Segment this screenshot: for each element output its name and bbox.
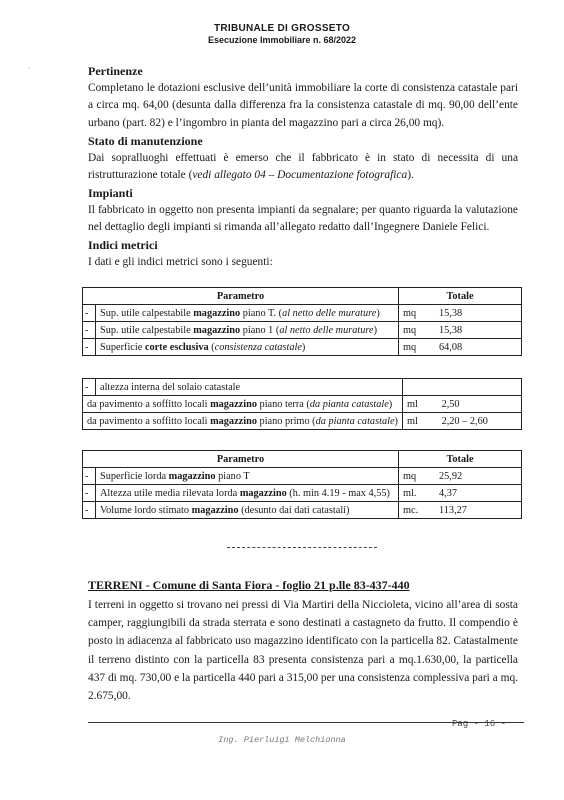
- text-pertinenze: Completano le dotazioni esclusive dell’unità immobiliare la corte di consistenza catastale pari a circa mq. 64,00 (desunta dalla differenza fra la consistenza catastale di mq. 90,00 dell’ente urbano (part. 82) e l’ingombro in pianta del magazzino pari a circa 26,00 mq).: [88, 82, 518, 129]
- row-label-pre: Sup. utile calpestabile: [100, 324, 194, 336]
- row-dash: -: [83, 305, 96, 322]
- row-label-pre: da pavimento a soffitto locali: [87, 415, 211, 427]
- heading-stato: Stato di manutenzione: [88, 134, 203, 148]
- row-unit: mq: [399, 468, 436, 485]
- row-unit: ml: [402, 413, 437, 430]
- table-header-totale: Totale: [399, 288, 522, 305]
- row-label-bold: magazzino: [193, 307, 241, 319]
- row-value: 2,50: [438, 396, 522, 413]
- row-label: [96, 485, 399, 502]
- text-stato-em: vedi allegato 04 – Documentazione fotografica: [192, 169, 408, 182]
- table-row: [83, 322, 522, 339]
- text-impianti: Il fabbricato in oggetto non presenta impianti da segnalare; per quanto riguarda la valutazione nel dettaglio degli impianti si rimanda all’allegato redatto dall’Ingegnere Daniele Felici.: [88, 204, 518, 234]
- table-row: [83, 413, 522, 430]
- row-value: 113,27: [435, 502, 522, 519]
- row-label-post: piano 1 (: [240, 324, 280, 336]
- row-label-bold: magazzino: [193, 324, 241, 336]
- row-label-post: piano terra (: [256, 398, 310, 410]
- table-header-parametro: Parametro: [83, 451, 399, 468]
- row-label-post: (h. min 4.19 - max 4,55): [286, 487, 390, 499]
- case-subtitle: Esecuzione Immobiliare n. 68/2022: [207, 35, 357, 45]
- row-label-pre: da pavimento a soffitto locali: [87, 398, 211, 410]
- row-unit: ml.: [399, 485, 436, 502]
- row-dash: -: [83, 339, 96, 356]
- table-row: [83, 305, 522, 322]
- row-unit: mq: [399, 339, 436, 356]
- row-dash: -: [83, 322, 96, 339]
- table-row: [83, 468, 522, 485]
- page-header: [0, 23, 564, 45]
- row-label: [83, 413, 403, 430]
- row-label-em: da pianta catastale: [309, 398, 389, 410]
- terreni-title-label: TERRENI: [88, 578, 143, 592]
- section-stato: [88, 133, 518, 185]
- section-pertinenze: [88, 63, 518, 132]
- table-body: [83, 396, 522, 430]
- table-header-row: [83, 451, 522, 468]
- table-body: [83, 468, 522, 519]
- empty-cell: [402, 379, 521, 396]
- row-value: 2,20 – 2,60: [438, 413, 522, 430]
- row-label-em: al netto delle murature: [279, 324, 374, 336]
- row-value: 15,38: [435, 322, 522, 339]
- text-indici: I dati e gli indici metrici sono i seguenti:: [88, 256, 273, 268]
- row-unit: mc.: [399, 502, 436, 519]
- row-label: [96, 322, 399, 339]
- row-label-post: (: [208, 341, 215, 353]
- row-dash: -: [83, 379, 96, 396]
- table-body: [83, 305, 522, 356]
- row-label-end: ): [388, 398, 393, 410]
- row-label-bold: magazzino: [168, 470, 216, 482]
- table-header-parametro: Parametro: [83, 288, 399, 305]
- row-dash: -: [83, 502, 96, 519]
- section-separator: [227, 547, 377, 548]
- page-number: Pag - 16 -: [452, 719, 507, 729]
- text-stato-b: ).: [407, 169, 414, 182]
- row-dash: -: [83, 485, 96, 502]
- table-volumi: [82, 450, 522, 519]
- table-header-altezza: altezza interna del solaio catastale: [96, 379, 403, 396]
- row-label-pre: Superficie lorda: [100, 470, 169, 482]
- row-label: [96, 305, 399, 322]
- row-label-bold: magazzino: [210, 415, 257, 427]
- table-superfici: [82, 287, 522, 356]
- row-label-post: piano primo (: [256, 415, 316, 427]
- row-label-em: da pianta catastale: [315, 415, 395, 427]
- table-row: [83, 485, 522, 502]
- row-label-pre: Altezza utile media rilevata lorda: [100, 487, 240, 499]
- table-row: [83, 502, 522, 519]
- row-value: 64,08: [435, 339, 522, 356]
- row-label-post: (desunto dai dati catastali): [238, 504, 350, 516]
- row-value: 4,37: [435, 485, 522, 502]
- row-label-end: ): [301, 341, 306, 353]
- heading-impianti: Impianti: [88, 186, 133, 200]
- row-label: [96, 468, 399, 485]
- court-title: TRIBUNALE DI GROSSETO: [213, 23, 351, 34]
- section-indici: [88, 237, 518, 271]
- row-label-end: ): [376, 307, 380, 319]
- row-unit: mq: [399, 305, 436, 322]
- row-label-end: ): [394, 415, 398, 427]
- row-label-em: al netto delle murature: [282, 307, 377, 319]
- row-label-pre: Sup. utile calpestabile: [100, 307, 194, 319]
- row-label-post: piano T. (: [240, 307, 283, 319]
- text-stato: [88, 150, 518, 185]
- terreni-title: [88, 578, 410, 593]
- table-header-row: [83, 288, 522, 305]
- row-label-pre: Superficie: [100, 341, 145, 353]
- row-value: 25,92: [435, 468, 522, 485]
- row-label: [96, 502, 399, 519]
- margin-mark: ·: [28, 64, 31, 73]
- row-unit: ml: [402, 396, 437, 413]
- row-label-em: consistenza catastale: [214, 341, 302, 353]
- row-label: [83, 396, 403, 413]
- terreni-title-detail: - Comune di Santa Fiora - foglio 21 p.lle 83-437-440: [142, 578, 410, 592]
- row-label-post: piano T: [215, 470, 250, 482]
- row-label-pre: Volume lordo stimato: [100, 504, 192, 516]
- table-header-row: [83, 379, 522, 396]
- heading-indici: Indici metrici: [88, 238, 158, 252]
- row-label-end: ): [373, 324, 378, 336]
- section-impianti: [88, 185, 518, 237]
- table-row: [83, 396, 522, 413]
- heading-pertinenze: Pertinenze: [88, 64, 143, 78]
- row-label-bold: magazzino: [191, 504, 239, 516]
- text-stato-a: Dai sopralluoghi effettuati è emerso che il fabbricato è in stato di necessita di una ristrutturazione totale (: [88, 152, 518, 182]
- row-label-bold: corte esclusiva: [144, 341, 209, 353]
- row-dash: -: [83, 468, 96, 485]
- table-header-totale: Totale: [399, 451, 522, 468]
- table-altezze: [82, 378, 522, 430]
- row-label-bold: magazzino: [210, 398, 257, 410]
- row-label-bold: magazzino: [239, 487, 287, 499]
- text-terreni: I terreni in oggetto si trovano nei pressi di Via Martiri della Niccioleta, vicino all’area di sosta camper, raggiungibili da strada sterrata e sono destinati a castagneto da frutto. Il compendio è posto in adiacenza al fabbricato uso magazzino identificato con la particella 82. Catastalmente il terreno distinto con la particella 83 presenta consistenza pari a mq.1.630,00, la particella 437 di mq. 730,00 e la particella 440 pari a 315,00 per una consistenza complessiva pari a mq. 2.675,00.: [88, 599, 518, 703]
- row-unit: mq: [399, 322, 436, 339]
- footer-author: Ing. Pierluigi Melchionna: [218, 735, 346, 745]
- row-label: [96, 339, 399, 356]
- row-value: 15,38: [435, 305, 522, 322]
- table-row: [83, 339, 522, 356]
